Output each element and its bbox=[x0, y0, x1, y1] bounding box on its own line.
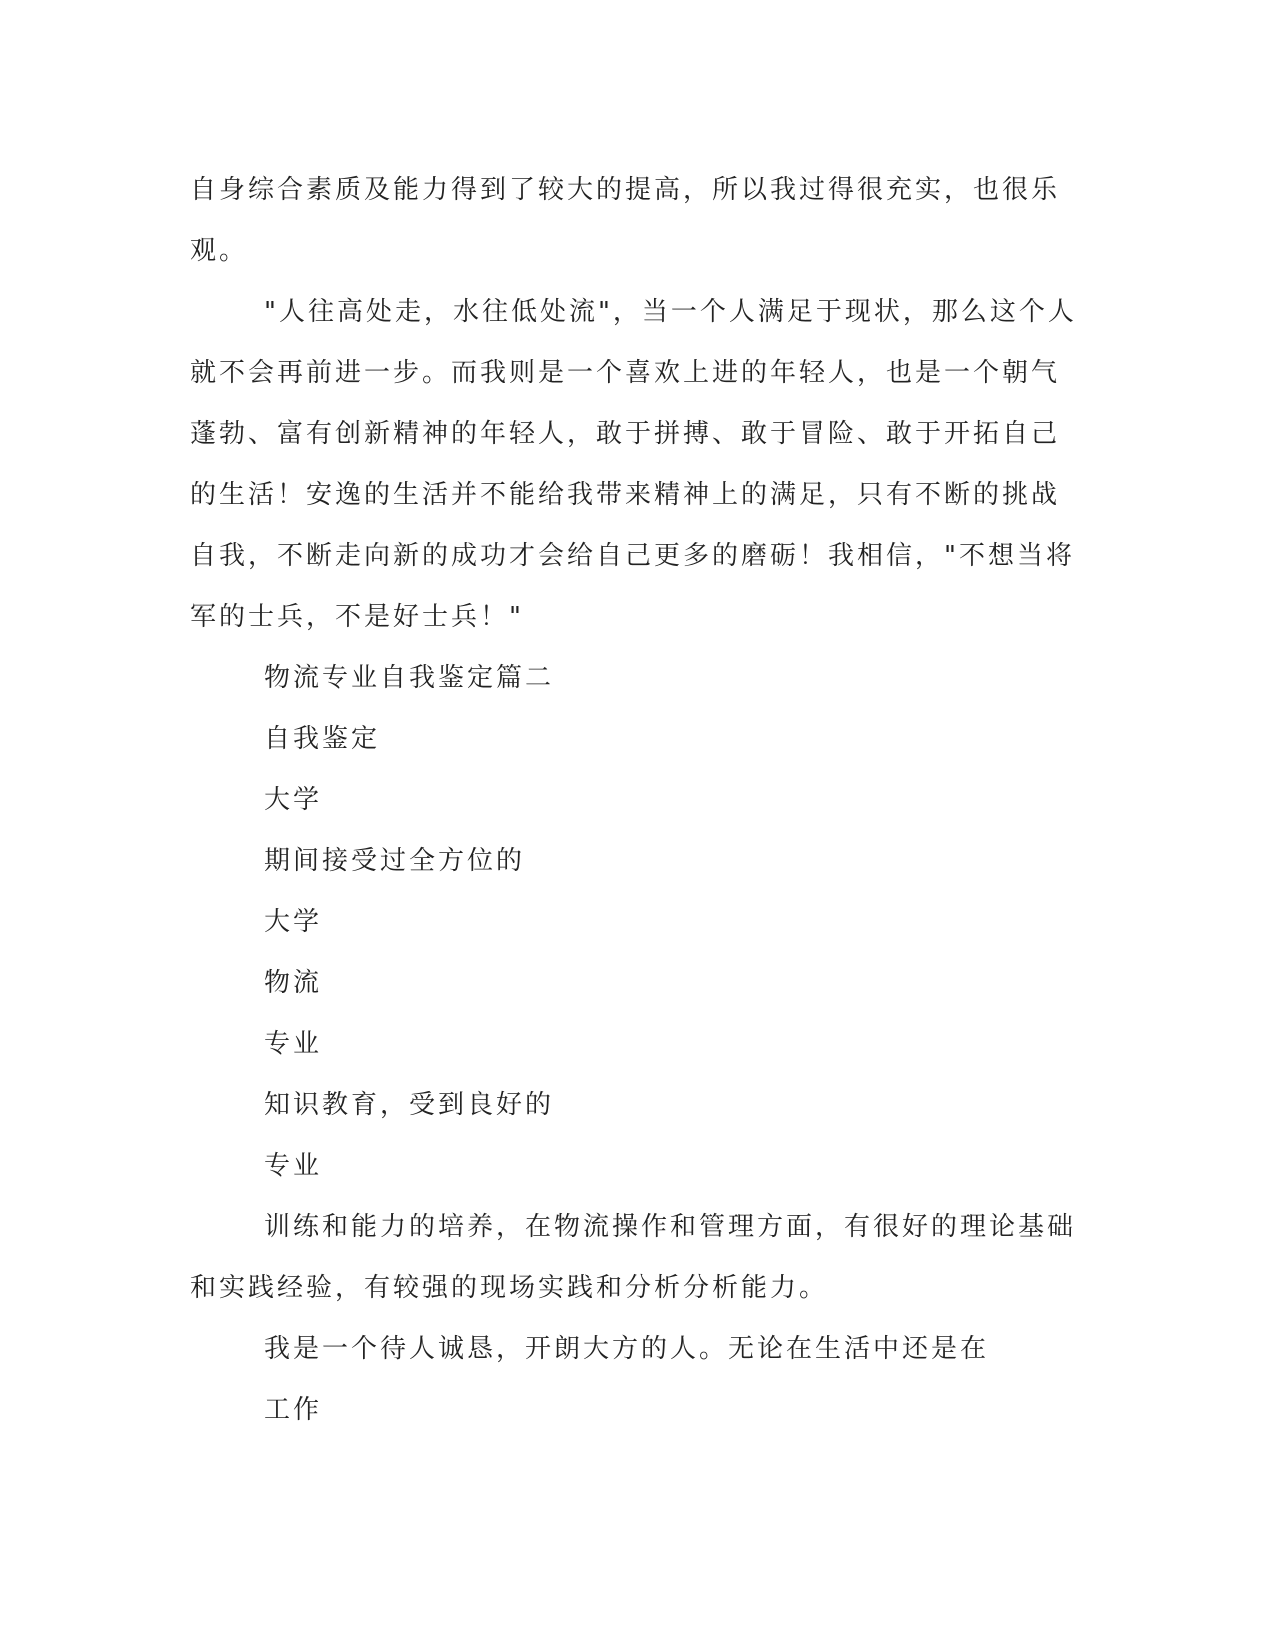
text-line: 专业 bbox=[264, 1029, 323, 1059]
text-line: "人往高处走，水往低处流"，当一个人满足于现状，那么这个人 bbox=[264, 297, 1077, 327]
text-line: 专业 bbox=[264, 1151, 323, 1181]
text-line: 大学 bbox=[264, 907, 323, 937]
text-line: 知识教育，受到良好的 bbox=[264, 1090, 555, 1120]
text-line: 自身综合素质及能力得到了较大的提高，所以我过得很充实，也很乐 bbox=[190, 175, 1061, 205]
text-line: 就不会再前进一步。而我则是一个喜欢上进的年轻人，也是一个朝气 bbox=[190, 358, 1061, 388]
text-line: 期间接受过全方位的 bbox=[264, 846, 526, 876]
text-line: 训练和能力的培养，在物流操作和管理方面，有很好的理论基础 bbox=[264, 1212, 1077, 1242]
text-line: 工作 bbox=[264, 1395, 323, 1425]
text-line: 自我，不断走向新的成功才会给自己更多的磨砺！我相信，"不想当将 bbox=[190, 541, 1075, 571]
text-line: 观。 bbox=[190, 236, 249, 266]
text-line: 自我鉴定 bbox=[264, 724, 381, 754]
text-line: 军的士兵，不是好士兵！" bbox=[190, 602, 524, 632]
text-line: 和实践经验，有较强的现场实践和分析分析能力。 bbox=[190, 1273, 829, 1303]
text-line: 物流 bbox=[264, 968, 323, 998]
section-heading: 物流专业自我鉴定篇二 bbox=[264, 663, 555, 693]
text-line: 大学 bbox=[264, 785, 323, 815]
text-line: 的生活！安逸的生活并不能给我带来精神上的满足，只有不断的挑战 bbox=[190, 480, 1061, 510]
text-line: 我是一个待人诚恳，开朗大方的人。无论在生活中还是在 bbox=[264, 1334, 990, 1364]
document-body bbox=[190, 160, 1090, 1441]
text-line: 蓬勃、富有创新精神的年轻人，敢于拼搏、敢于冒险、敢于开拓自己 bbox=[190, 419, 1061, 449]
